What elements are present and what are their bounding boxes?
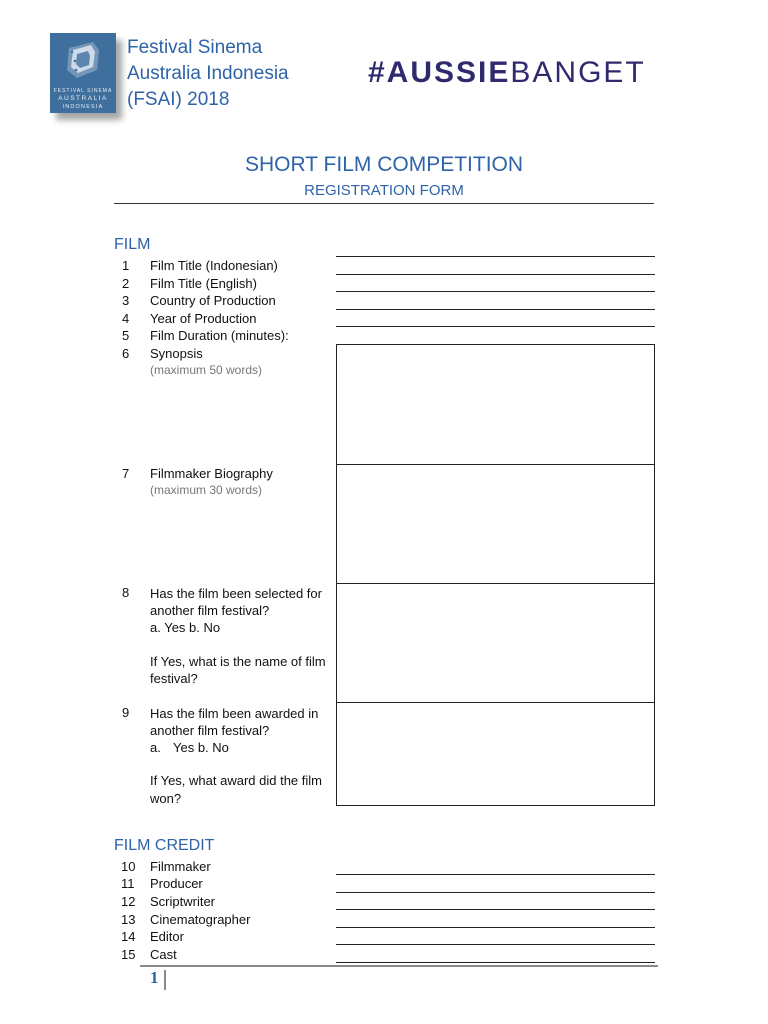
field-number: 6 xyxy=(122,346,130,361)
answer-line-country-of-production[interactable] xyxy=(336,291,655,292)
field-number: 15 xyxy=(121,947,136,962)
answer-line-film-duration[interactable] xyxy=(336,326,655,327)
logo-text-line: FESTIVAL SINEMA xyxy=(53,88,113,94)
question-text-festival-selection: another film festival? xyxy=(150,603,270,618)
question-text-festival-award: another film festival? xyxy=(150,723,270,738)
answer-line-film-title-indonesian[interactable] xyxy=(336,256,655,257)
field-number: 11 xyxy=(121,876,135,891)
footer-divider xyxy=(140,965,658,967)
festival-logo xyxy=(50,33,116,113)
answer-line-producer[interactable] xyxy=(336,892,655,893)
answer-line-year-of-production[interactable] xyxy=(336,309,655,310)
question-text-festival-selection: Has the film been selected for xyxy=(150,586,322,601)
field-label-year-of-production: Year of Production xyxy=(150,311,257,326)
logo-text-line: INDONESIA xyxy=(62,104,104,110)
field-number: 2 xyxy=(122,276,130,291)
field-label-cinematographer: Cinematographer xyxy=(150,912,251,927)
field-number: 8 xyxy=(122,585,130,600)
festival-selection-answer-box[interactable] xyxy=(336,583,655,703)
answer-line-cinematographer[interactable] xyxy=(336,927,655,928)
field-label-country-of-production: Country of Production xyxy=(150,293,276,308)
festival-award-answer-box[interactable] xyxy=(336,702,655,806)
yes-no-options: a. Yes b. No xyxy=(150,620,221,635)
synopsis-answer-box[interactable] xyxy=(336,344,655,465)
question-text-festival-award: Has the film been awarded in xyxy=(150,706,319,721)
follow-up-question-award-name: If Yes, what award did the film xyxy=(150,773,322,788)
field-note-synopsis: (maximum 50 words) xyxy=(150,363,263,377)
answer-line-editor[interactable] xyxy=(336,944,655,945)
section-heading-film-credit: FILM CREDIT xyxy=(114,837,215,854)
follow-up-question-award-name: won? xyxy=(150,791,182,806)
field-label-film-duration: Film Duration (minutes): xyxy=(150,328,289,343)
field-label-producer: Producer xyxy=(150,876,203,891)
festival-name-line: Australia Indonesia xyxy=(127,63,289,84)
field-label-filmmaker-biography: Filmmaker Biography xyxy=(150,466,273,481)
field-label-film-title-indonesian: Film Title (Indonesian) xyxy=(150,258,278,273)
section-heading-film: FILM xyxy=(114,236,151,253)
biography-answer-box[interactable] xyxy=(336,464,655,584)
follow-up-question-festival-name: festival? xyxy=(150,671,198,686)
answer-line-film-title-english[interactable] xyxy=(336,274,655,275)
hashtag-regular: BANGET xyxy=(510,56,646,89)
field-number: 10 xyxy=(121,859,136,874)
festival-name-line: (FSAI) 2018 xyxy=(127,89,230,110)
field-note-biography: (maximum 30 words) xyxy=(150,483,263,497)
logo-text-line: AUSTRALIA xyxy=(58,95,108,102)
field-number: 3 xyxy=(122,293,130,308)
field-number: 5 xyxy=(122,328,130,343)
field-label-cast: Cast xyxy=(150,947,177,962)
answer-line-scriptwriter[interactable] xyxy=(336,909,655,910)
film-reel-icon xyxy=(63,40,103,82)
form-title: SHORT FILM COMPETITION xyxy=(244,153,524,176)
yes-no-options: Yes b. No xyxy=(173,740,229,755)
field-number: 9 xyxy=(122,705,130,720)
field-number: 14 xyxy=(121,929,136,944)
field-label-editor: Editor xyxy=(150,929,184,944)
festival-name-line: Festival Sinema xyxy=(127,37,263,58)
yes-no-options-prefix: a. xyxy=(150,740,161,755)
form-subtitle: REGISTRATION FORM xyxy=(304,182,464,199)
field-label-scriptwriter: Scriptwriter xyxy=(150,894,216,909)
hashtag-bold: #AUSSIE xyxy=(368,56,511,89)
follow-up-question-festival-name: If Yes, what is the name of film xyxy=(150,654,326,669)
field-label-filmmaker: Filmmaker xyxy=(150,859,211,874)
field-number: 1 xyxy=(122,258,130,273)
field-number: 7 xyxy=(122,466,130,481)
field-number: 13 xyxy=(121,912,136,927)
header-divider xyxy=(114,203,654,204)
page-number-divider xyxy=(164,970,166,990)
hashtag-banner xyxy=(368,56,646,90)
field-number: 4 xyxy=(122,311,130,326)
field-number: 12 xyxy=(121,894,136,909)
page-number: 1 xyxy=(150,968,159,987)
answer-line-cast[interactable] xyxy=(336,962,655,963)
field-label-synopsis: Synopsis xyxy=(150,346,203,361)
answer-line-filmmaker[interactable] xyxy=(336,874,655,875)
field-label-film-title-english: Film Title (English) xyxy=(150,276,257,291)
